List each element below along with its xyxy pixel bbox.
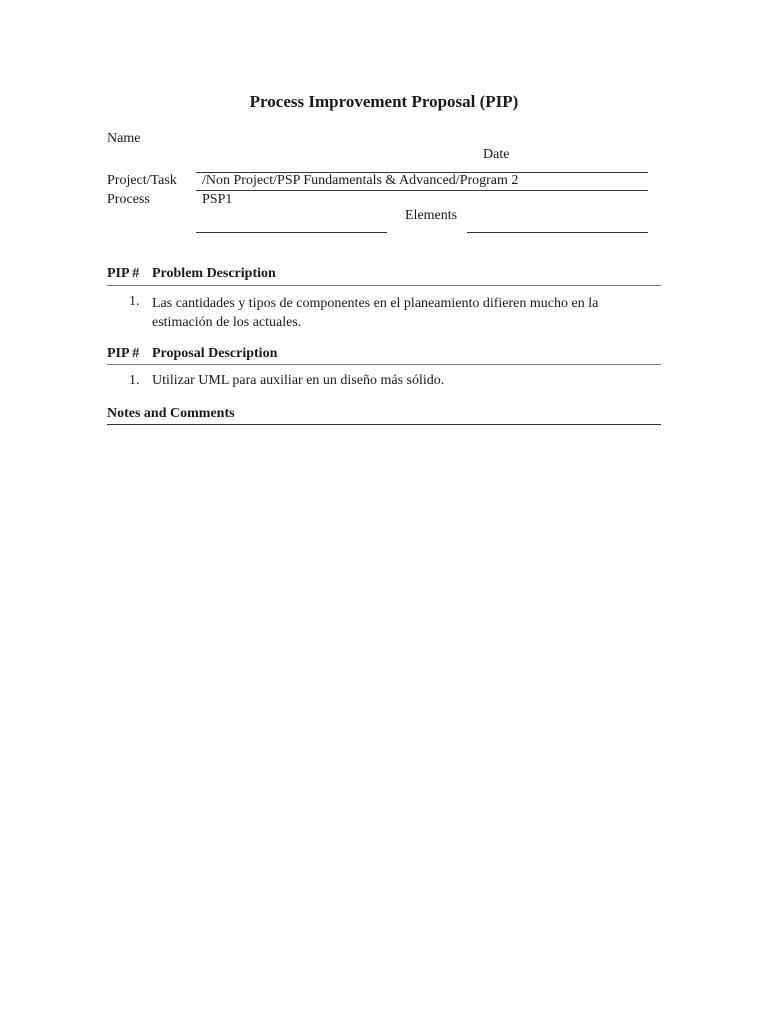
notes-comments-heading: Notes and Comments	[107, 406, 235, 421]
problem-section-rule	[107, 285, 661, 286]
notes-section-rule	[107, 424, 661, 425]
proposal-item-text: Utilizar UML para auxiliar en un diseño más sólido.	[152, 373, 445, 388]
name-label: Name	[107, 131, 141, 146]
problem-item-text: Las cantidades y tipos de componentes en el planeamiento difieren mucho en la estimación de los actuales.	[152, 296, 599, 330]
process-label: Process	[107, 192, 150, 207]
proposal-pip-number-label: PIP #	[107, 346, 140, 361]
page-title: Process Improvement Proposal (PIP)	[249, 92, 519, 111]
elements-underline	[467, 232, 648, 233]
proposal-description-heading: Proposal Description	[152, 346, 278, 361]
problem-description-heading: Problem Description	[152, 266, 276, 281]
problem-pip-number-label: PIP #	[107, 266, 140, 281]
elements-label: Elements	[405, 208, 458, 223]
project-task-underline	[196, 190, 648, 191]
process-value: PSP1	[202, 192, 233, 207]
date-label: Date	[483, 147, 510, 162]
problem-item-number: 1.	[129, 294, 140, 309]
proposal-section-rule	[107, 364, 661, 365]
proposal-item-number: 1.	[129, 373, 140, 388]
process-underline	[196, 232, 387, 233]
project-task-label: Project/Task	[107, 173, 177, 188]
project-task-value: /Non Project/PSP Fundamentals & Advanced/Program 2	[202, 173, 519, 188]
